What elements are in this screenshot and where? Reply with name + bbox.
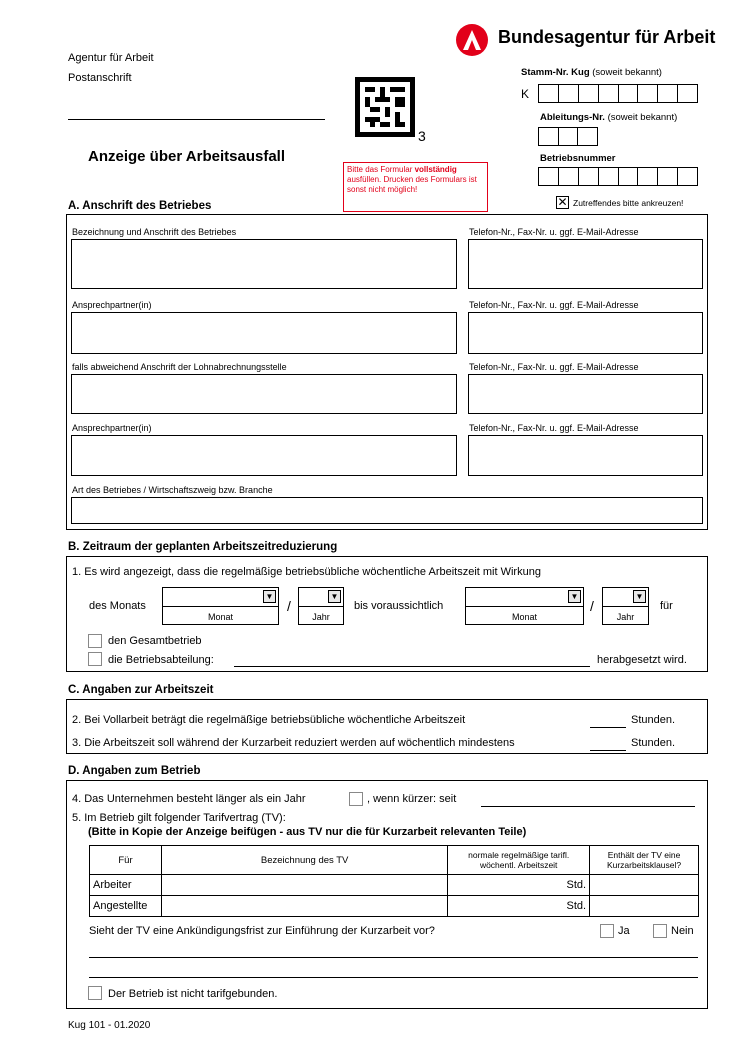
stamm-prefix: K: [521, 87, 530, 101]
unternehmen-jahr-checkbox[interactable]: [349, 792, 363, 806]
betrieb-anschrift-input[interactable]: [71, 239, 457, 289]
nicht-tarif-label: Der Betrieb ist nicht tarifgebunden.: [108, 988, 278, 1000]
item3-text: 3. Die Arbeitszeit soll während der Kurzarbeit reduziert werden auf wöchentlich mindestens: [72, 737, 515, 749]
stamm-nr-input[interactable]: [538, 84, 698, 103]
slash-1: /: [287, 598, 291, 614]
lohnabrechnung-input[interactable]: [71, 374, 457, 414]
ansprechpartner2-phone-input[interactable]: [468, 435, 703, 476]
abteilung-label: die Betriebsabteilung:: [108, 654, 214, 666]
arbeiter-std-input[interactable]: [448, 875, 590, 896]
branche-input[interactable]: [71, 497, 703, 524]
frist-ja-checkbox[interactable]: [600, 924, 614, 938]
phone2-label: Telefon-Nr., Fax-Nr. u. ggf. E-Mail-Adresse: [469, 300, 639, 310]
recipient-line2: Postanschrift: [68, 72, 132, 84]
stunden-label-1: Stunden.: [631, 714, 676, 726]
frist-nein-checkbox[interactable]: [653, 924, 667, 938]
start-month-sub: Monat: [207, 612, 233, 622]
des-monats-label: des Monats: [89, 600, 146, 612]
end-year-sub: Jahr: [616, 612, 635, 622]
stunden-label-2: Stunden.: [631, 737, 676, 749]
agency-logo-icon: [456, 24, 488, 56]
fuer-label: für: [660, 600, 673, 612]
gesamtbetrieb-label: den Gesamtbetrieb: [108, 635, 202, 647]
start-year-sub: Jahr: [312, 612, 330, 622]
th-fuer: Für: [90, 846, 162, 875]
phone1-label: Telefon-Nr., Fax-Nr. u. ggf. E-Mail-Adresse: [469, 227, 639, 237]
slash-2: /: [590, 598, 594, 614]
angestellte-std-input[interactable]: [448, 896, 590, 917]
chevron-down-icon[interactable]: ▼: [633, 590, 646, 603]
abteilung-input[interactable]: [234, 666, 590, 667]
section-c-title: C. Angaben zur Arbeitszeit: [68, 684, 214, 696]
ableitungs-nr-input[interactable]: [538, 127, 598, 146]
end-month-sub: Monat: [511, 612, 537, 622]
frist-ja-label: Ja: [618, 925, 630, 937]
nicht-tarif-checkbox[interactable]: [88, 986, 102, 1000]
item4-text: 4. Das Unternehmen besteht länger als ein Jahr: [72, 793, 306, 805]
form-code: Kug 101 - 01.2020: [68, 1020, 151, 1031]
angestellte-klausel-input[interactable]: [590, 896, 699, 917]
angestellte-tv-input[interactable]: [161, 896, 447, 917]
chevron-down-icon[interactable]: ▼: [568, 590, 581, 603]
th-arbeitszeit: normale regelmäßige tarifl. wöchentl. Arbeitszeit: [448, 846, 590, 875]
stamm-label: Stamm-Nr. Kug (soweit bekannt): [521, 67, 662, 78]
seit-input[interactable]: [481, 806, 695, 807]
recipient-line1: Agentur für Arbeit: [68, 52, 154, 64]
section-d-title: D. Angaben zum Betrieb: [68, 765, 201, 777]
row-angestellte-label: Angestellte: [90, 896, 162, 917]
section-b-title: B. Zeitraum der geplanten Arbeitszeitreduzierung: [68, 541, 338, 553]
kurzarbeit-hours-input[interactable]: [590, 750, 626, 751]
ankreuzen-hint: Zutreffendes bitte ankreuzen!: [573, 198, 684, 208]
field5-label: Art des Betriebes / Wirtschaftszweig bzw. Branche: [72, 485, 273, 495]
ansprechpartner-input[interactable]: [71, 312, 457, 354]
agency-logo-text: Bundesagentur für Arbeit: [498, 27, 716, 47]
item1-text: 1. Es wird angezeigt, dass die regelmäßige betriebsübliche wöchentliche Arbeitszeit mit Wirkung: [72, 566, 541, 578]
item2-text: 2. Bei Vollarbeit beträgt die regelmäßige betriebsübliche wöchentliche Arbeitszeit: [72, 714, 466, 726]
lohnabrechnung-phone-input[interactable]: [468, 374, 703, 414]
item5-bold: (Bitte in Kopie der Anzeige beifügen - aus TV nur die für Kurzarbeit relevanten Teile): [88, 826, 527, 838]
field4-label: Ansprechpartner(in): [72, 423, 152, 433]
ankreuzen-checkbox-icon: ✕: [557, 195, 568, 209]
betrieb-phone-input[interactable]: [468, 239, 703, 289]
bis-label: bis voraussichtlich: [354, 600, 444, 612]
vollarbeit-hours-input[interactable]: [590, 727, 626, 728]
notice-box: [343, 162, 488, 212]
tarif-table: [89, 845, 699, 917]
th-klausel: Enthält der TV eine Kurzarbeitsklausel?: [590, 846, 699, 875]
notice-bold: vollständig: [414, 165, 457, 174]
chevron-down-icon[interactable]: ▼: [263, 590, 276, 603]
arbeiter-tv-input[interactable]: [161, 875, 447, 896]
frist-detail-input-1[interactable]: [89, 957, 698, 958]
frist-question: Sieht der TV eine Ankündigungsfrist zur Einführung der Kurzarbeit vor?: [89, 925, 435, 937]
abteilung-checkbox[interactable]: [88, 652, 102, 666]
phone4-label: Telefon-Nr., Fax-Nr. u. ggf. E-Mail-Adresse: [469, 423, 639, 433]
gesamtbetrieb-checkbox[interactable]: [88, 634, 102, 648]
field2-label: Ansprechpartner(in): [72, 300, 152, 310]
ansprechpartner2-input[interactable]: [71, 435, 457, 476]
frist-nein-label: Nein: [671, 925, 694, 937]
form-title: Anzeige über Arbeitsausfall: [88, 148, 285, 165]
betriebsnummer-label: Betriebsnummer: [540, 153, 616, 164]
datamatrix-code-icon: [355, 77, 415, 137]
arbeiter-klausel-input[interactable]: [590, 875, 699, 896]
notice-post: ausfüllen. Drucken des Formulars ist sonst nicht möglich!: [347, 175, 477, 194]
frist-detail-input-2[interactable]: [89, 977, 698, 978]
phone3-label: Telefon-Nr., Fax-Nr. u. ggf. E-Mail-Adresse: [469, 362, 639, 372]
item4-post: , wenn kürzer: seit: [367, 793, 457, 805]
notice-pre: Bitte das Formular: [347, 165, 415, 174]
field1-label: Bezeichnung und Anschrift des Betriebes: [72, 227, 237, 237]
ansprechpartner-phone-input[interactable]: [468, 312, 703, 354]
chevron-down-icon[interactable]: ▼: [328, 590, 341, 603]
item5-text: 5. Im Betrieb gilt folgender Tarifvertrag (TV):: [72, 812, 286, 824]
th-bezeichnung: Bezeichnung des TV: [161, 846, 447, 875]
std-unit: Std.: [566, 879, 587, 891]
row-arbeiter-label: Arbeiter: [90, 875, 162, 896]
section-a-title: A. Anschrift des Betriebes: [68, 200, 212, 212]
betriebsnummer-input[interactable]: [538, 167, 698, 186]
std-unit: Std.: [566, 900, 587, 912]
ableitungs-label: Ableitungs-Nr. (soweit bekannt): [540, 112, 678, 123]
qr-suffix: 3: [418, 128, 426, 144]
field3-label: falls abweichend Anschrift der Lohnabrechnungsstelle: [72, 362, 287, 372]
recipient-underline: [68, 119, 325, 120]
herabgesetzt-label: herabgesetzt wird.: [597, 654, 687, 666]
